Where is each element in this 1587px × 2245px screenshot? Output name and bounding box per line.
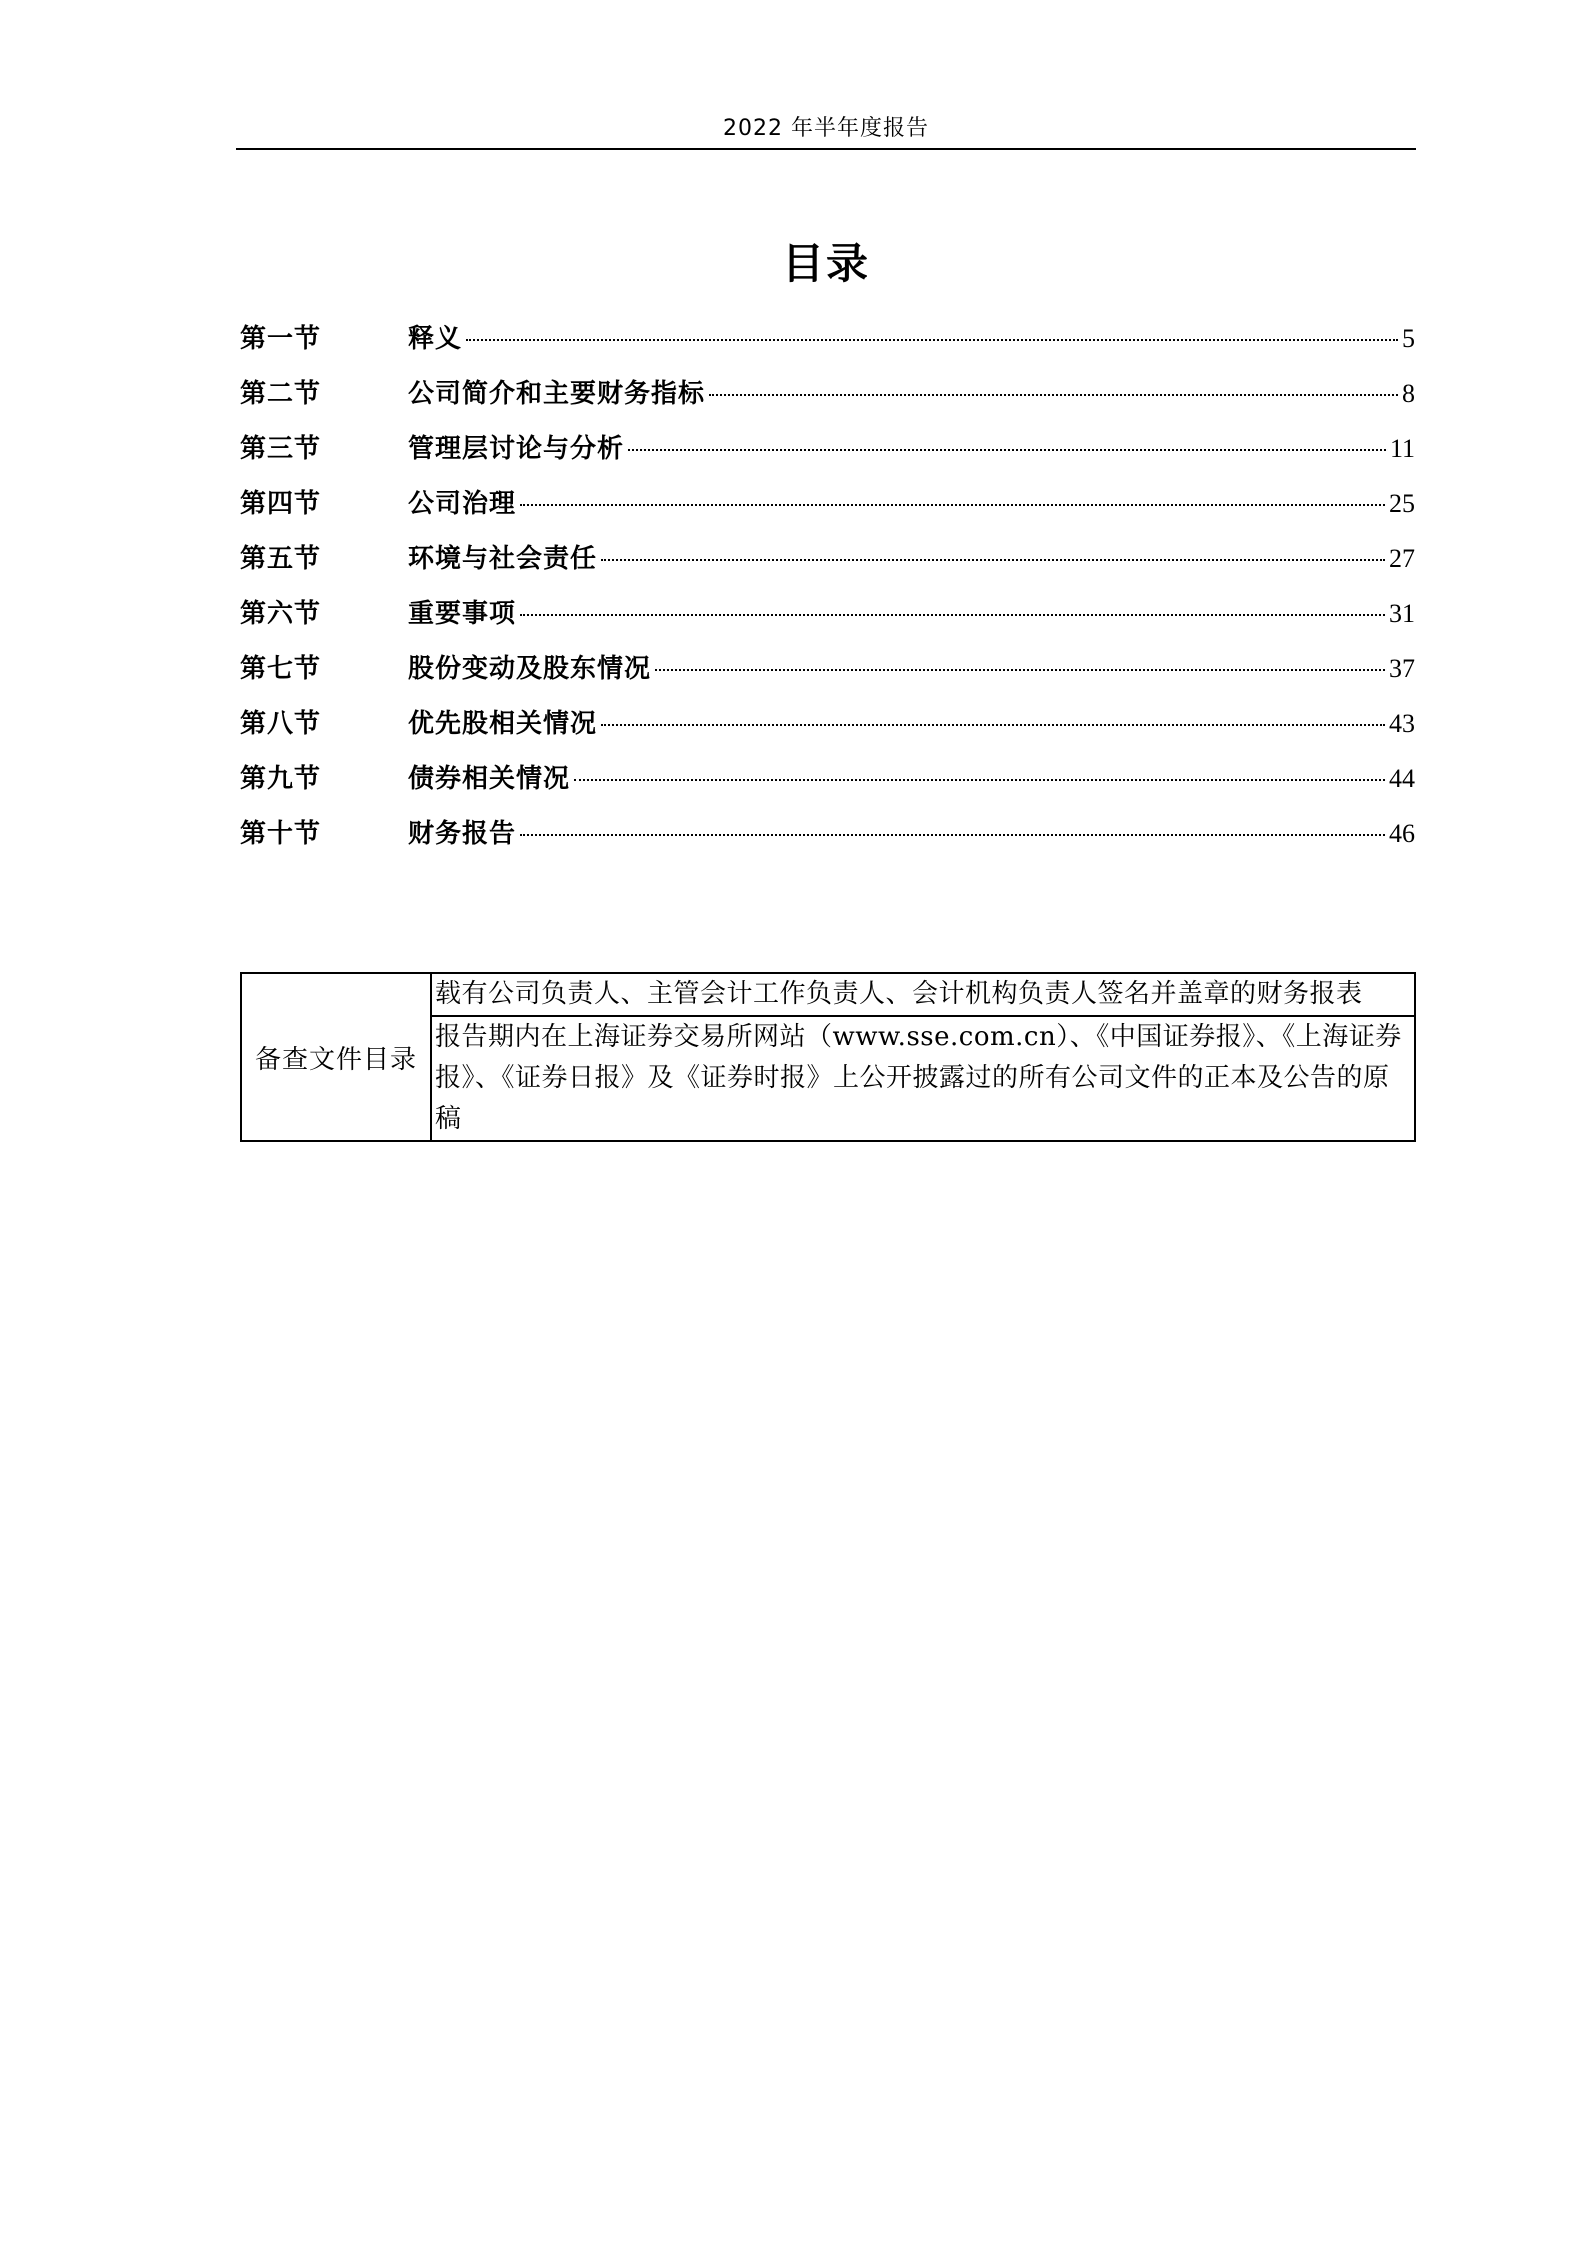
toc-title: 目录 xyxy=(781,239,870,288)
toc-page-number: 8 xyxy=(1402,379,1415,408)
toc-section-name: 财务报告 xyxy=(408,819,517,849)
toc-section-number: 第七节 xyxy=(240,654,322,684)
toc-entry[interactable] xyxy=(240,593,1415,648)
dot-leader xyxy=(466,339,1398,341)
report-title: 2022 年半年度报告 xyxy=(723,116,929,141)
toc-section-name: 债券相关情况 xyxy=(408,764,571,794)
toc-page-number: 37 xyxy=(1389,654,1415,683)
toc-page-number: 11 xyxy=(1389,434,1415,463)
toc-section-number: 第六节 xyxy=(240,599,322,629)
toc-page-number: 31 xyxy=(1389,599,1415,628)
toc-section-number: 第二节 xyxy=(240,379,322,409)
table-row xyxy=(241,973,1415,1016)
toc-section-name: 股份变动及股东情况 xyxy=(408,654,652,684)
toc-section-name: 优先股相关情况 xyxy=(408,709,598,739)
toc-entry[interactable] xyxy=(240,648,1415,703)
reference-docs-label: 备查文件目录 xyxy=(241,973,431,1141)
toc-section-name: 公司简介和主要财务指标 xyxy=(408,379,706,409)
toc-section-number: 第九节 xyxy=(240,764,322,794)
dot-leader xyxy=(601,559,1385,561)
dot-leader xyxy=(709,394,1398,396)
dot-leader xyxy=(628,449,1386,451)
toc-section-number: 第三节 xyxy=(240,434,322,464)
reference-documents-table xyxy=(240,972,1416,1142)
reference-doc-item: 载有公司负责人、主管会计工作负责人、会计机构负责人签名并盖章的财务报表 xyxy=(431,973,1415,1016)
toc-entry[interactable] xyxy=(240,538,1415,593)
toc-entry[interactable] xyxy=(240,813,1415,868)
toc-page-number: 27 xyxy=(1389,544,1415,573)
toc-entry[interactable] xyxy=(240,758,1415,813)
toc-page-number: 43 xyxy=(1389,709,1415,738)
toc-entry[interactable] xyxy=(240,703,1415,758)
toc-section-name: 管理层讨论与分析 xyxy=(408,434,625,464)
dot-leader xyxy=(520,504,1385,506)
dot-leader xyxy=(574,779,1385,781)
toc-entry[interactable] xyxy=(240,428,1415,483)
toc-section-number: 第五节 xyxy=(240,544,322,574)
toc-page-number: 5 xyxy=(1402,324,1415,353)
page-header xyxy=(236,112,1416,150)
toc-section-number: 第四节 xyxy=(240,489,322,519)
toc-page-number: 25 xyxy=(1389,489,1415,518)
toc-entry[interactable] xyxy=(240,318,1415,373)
toc-entry[interactable] xyxy=(240,483,1415,538)
toc-section-name: 环境与社会责任 xyxy=(408,544,598,574)
toc-section-number: 第一节 xyxy=(240,324,322,354)
dot-leader xyxy=(520,614,1385,616)
toc-section-number: 第十节 xyxy=(240,819,322,849)
table-of-contents xyxy=(240,318,1415,868)
toc-page-number: 44 xyxy=(1389,764,1415,793)
dot-leader xyxy=(655,669,1385,671)
toc-entry[interactable] xyxy=(240,373,1415,428)
toc-section-name: 释义 xyxy=(408,324,463,354)
dot-leader xyxy=(520,834,1385,836)
reference-doc-item: 报告期内在上海证券交易所网站（www.sse.com.cn）、《中国证券报》、《上海证券报》、《证券日报》及《证券时报》上公开披露过的所有公司文件的正本及公告的原稿 xyxy=(431,1016,1415,1141)
toc-section-name: 公司治理 xyxy=(408,489,517,519)
toc-page-number: 46 xyxy=(1389,819,1415,848)
toc-section-number: 第八节 xyxy=(240,709,322,739)
dot-leader xyxy=(601,724,1385,726)
toc-section-name: 重要事项 xyxy=(408,599,517,629)
